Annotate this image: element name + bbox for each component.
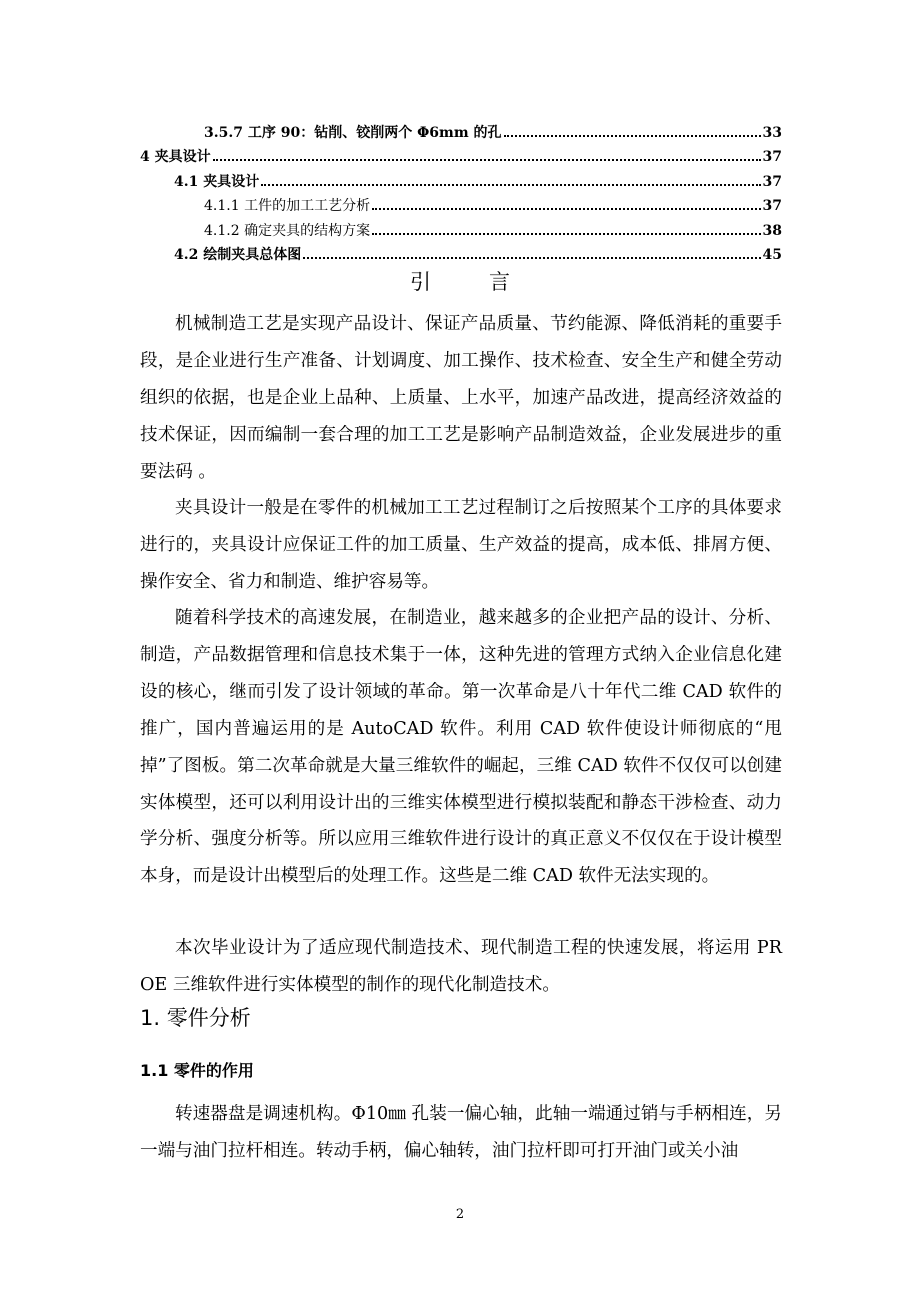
paragraph: 转速器盘是调速机构。Φ10㎜ 孔装一偏心轴，此轴一端通过销与手柄相连，另一端与油门拉杆相连。转动手柄，偏心轴转，油门拉杆即可打开油门或关小油 <box>140 1104 782 1161</box>
intro-title: 引言 <box>410 270 568 294</box>
toc-entry[interactable] <box>140 116 782 141</box>
page-number: 2 <box>455 1207 465 1222</box>
paragraph: 随着科学技术的高速发展，在制造业，越来越多的企业把产品的设计、分析、制造，产品数据管理和信息技术集于一体，这种先进的管理方式纳入企业信息化建设的核心，继而引发了设计领域的革命。第一次革命是八十年代二维 CAD 软件的推广，国内普遍运用的是 AutoCAD 软件。利用 CAD 软件使设计师彻底的“甩掉”了图板。第二次革命就是大量三维软件的崛起，三维 CAD 软件不仅仅可以创建实体模型，还可以利用设计出的三维实体模型进行模拟装配和静态干涉检查、动力学分析、强度分析等。所以应用三维软件进行设计的真正意义不仅仅在于设计模型本身，而是设计出模型后的处理工作。这些是二维 CAD 软件无法实现的。 <box>140 608 782 887</box>
table-of-contents <box>140 116 782 263</box>
toc-leader-dots <box>372 233 760 235</box>
toc-entry-page: 33 <box>762 124 782 141</box>
toc-entry-title: 4.1.1 工件的加工工艺分析 <box>204 198 371 214</box>
toc-entry-title: 4.1 夹具设计 <box>174 173 260 190</box>
toc-entry[interactable] <box>140 141 782 166</box>
toc-entry[interactable] <box>140 165 782 190</box>
toc-leader-dots <box>504 135 761 137</box>
toc-entry-page: 37 <box>762 149 782 165</box>
toc-leader-dots <box>372 208 760 210</box>
toc-entry[interactable] <box>140 190 782 215</box>
subsection-heading: 1.1 零件的作用 <box>140 1061 254 1080</box>
toc-entry[interactable] <box>140 214 782 239</box>
toc-entry-page: 45 <box>762 247 782 263</box>
toc-entry-page: 37 <box>762 173 782 190</box>
toc-entry-title: 4.1.2 确定夹具的结构方案 <box>204 222 371 239</box>
toc-entry-title: 4 夹具设计 <box>140 149 211 165</box>
toc-entry-title: 4.2 绘制夹具总体图 <box>174 247 302 263</box>
toc-entry-page: 38 <box>762 222 782 239</box>
paragraph: 本次毕业设计为了适应现代制造技术、现代制造工程的快速发展，将运用 PROE 三维软件进行实体模型的制作的现代化制造技术。 <box>140 938 782 995</box>
toc-entry-title: 3.5.7 工序 90：钻削、铰削两个 Φ6mm 的孔 <box>204 124 502 141</box>
paragraph: 机械制造工艺是实现产品设计、保证产品质量、节约能源、降低消耗的重要手段，是企业进行生产准备、计划调度、加工操作、技术检查、安全生产和健全劳动组织的依据，也是企业上品种、上质量、上水平，加速产品改进，提高经济效益的技术保证，因而编制一套合理的加工工艺是影响产品制造效益，企业发展进步的重要法码 。 <box>140 314 782 482</box>
toc-entry-page: 37 <box>762 198 782 214</box>
section-heading: 1. 零件分析 <box>140 1006 251 1030</box>
toc-leader-dots <box>303 257 760 259</box>
toc-leader-dots <box>213 159 761 161</box>
toc-leader-dots <box>261 184 760 186</box>
toc-entry[interactable] <box>140 239 782 264</box>
paragraph: 夹具设计一般是在零件的机械加工工艺过程制订之后按照某个工序的具体要求进行的，夹具设计应保证工件的加工质量、生产效益的提高，成本低、排屑方便、操作安全、省力和制造、维护容易等。 <box>140 498 782 592</box>
